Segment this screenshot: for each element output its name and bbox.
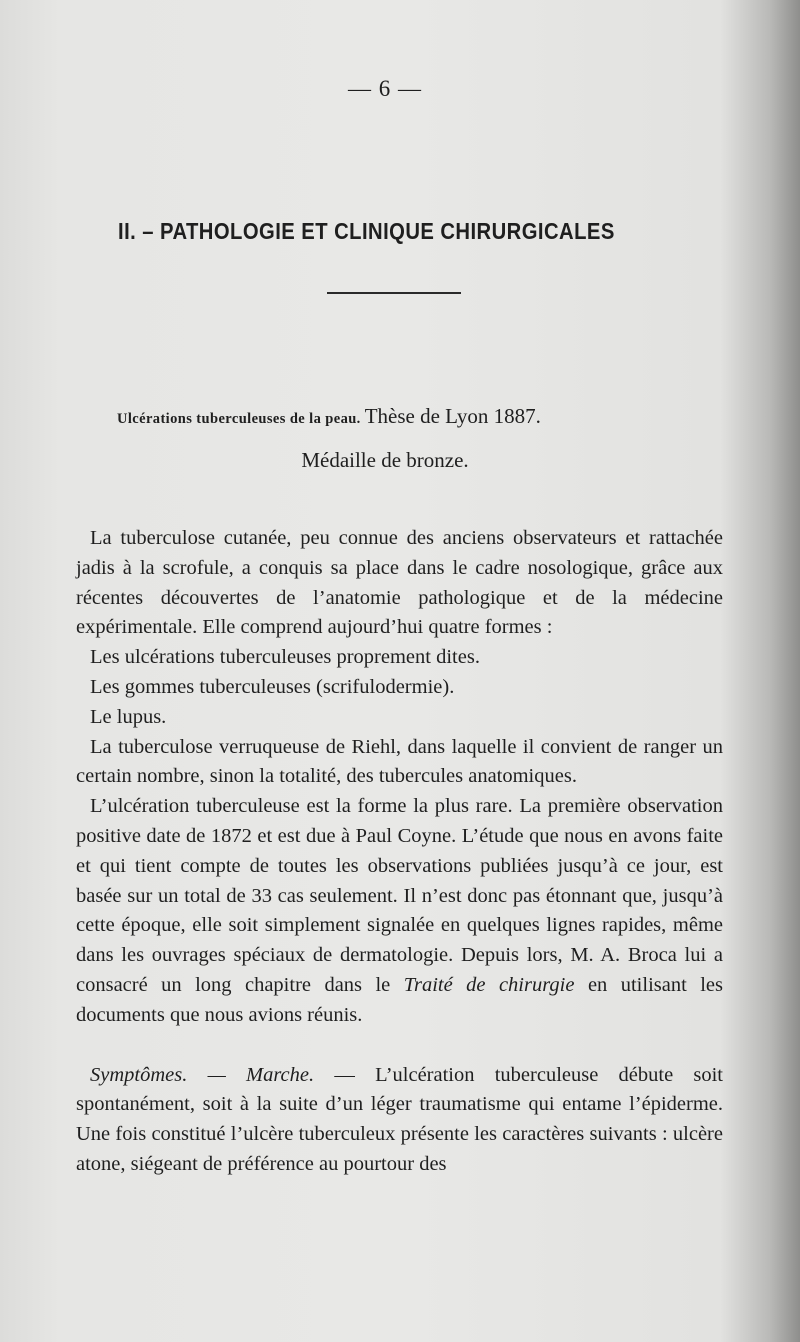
symptoms-heading: Symptômes. — Marche. bbox=[90, 1063, 315, 1086]
list-item: La tuberculose verruqueuse de Riehl, dans laquelle il convient de ranger un certain nombre, sinon la totalité, des tubercules anatomiques. bbox=[76, 735, 723, 788]
horizontal-rule bbox=[327, 292, 461, 294]
paragraph-symptoms bbox=[76, 1061, 723, 1180]
paragraph-history-end: en utilisant les documents que nous avions réunis. bbox=[76, 973, 724, 1026]
section-heading: II. – PATHOLOGIE ET CLINIQUE CHIRURGICALES bbox=[118, 218, 615, 244]
work-title-line bbox=[117, 404, 717, 429]
body-text bbox=[76, 524, 723, 1180]
list-item: Les gommes tuberculeuses (scrifulodermie). bbox=[90, 675, 455, 698]
work-title: Ulcérations tuberculeuses de la peau. bbox=[117, 411, 361, 427]
page-number: — 6 — bbox=[348, 76, 422, 101]
work-reference: Thèse de Lyon 1887. bbox=[364, 404, 541, 428]
book-title: Traité de chirurgie bbox=[403, 973, 575, 996]
paragraph-intro: La tuberculose cutanée, peu connue des anciens observateurs et rattachée jadis à la scrofule, a conquis sa place dans le cadre nosologique, grâce aux récentes découvertes de l’anatomie pathologique et de la médecine expérimentale. Elle comprend aujourd’hui quatre formes : bbox=[76, 527, 723, 639]
list-item: Le lupus. bbox=[90, 705, 167, 728]
paragraph-history-text: L’ulcération tuberculeuse est la forme la plus rare. La première observation positive date de 1872 et est due à Paul Coyne. L’étude que nous en avons faite et qui tient compte de toutes les observations publiées jusqu’à ce jour, est basée sur un total de 33 cas seulement. Il n’est donc pas étonnant que, jusqu’à cette époque, elle soit simplement signalée en quelques lignes rapides, même dans les ouvrages spéciaux de dermatologie. Depuis lors, M. A. Broca lui a consacré un long chapitre dans le bbox=[76, 795, 723, 996]
award-line: Médaille de bronze. bbox=[301, 448, 469, 472]
paragraph-history bbox=[76, 792, 723, 1030]
list-item: Les ulcérations tuberculeuses proprement dites. bbox=[90, 646, 480, 669]
paragraph-symptoms-text: — L’ulcération tuberculeuse débute soit spontanément, soit à la suite d’un léger traumatisme qui entame l’épiderme. Une fois constitué l’ulcère tuberculeux présente les caractères suivants : ulcère atone, siégeant de préférence au pourtour des bbox=[76, 1063, 724, 1175]
